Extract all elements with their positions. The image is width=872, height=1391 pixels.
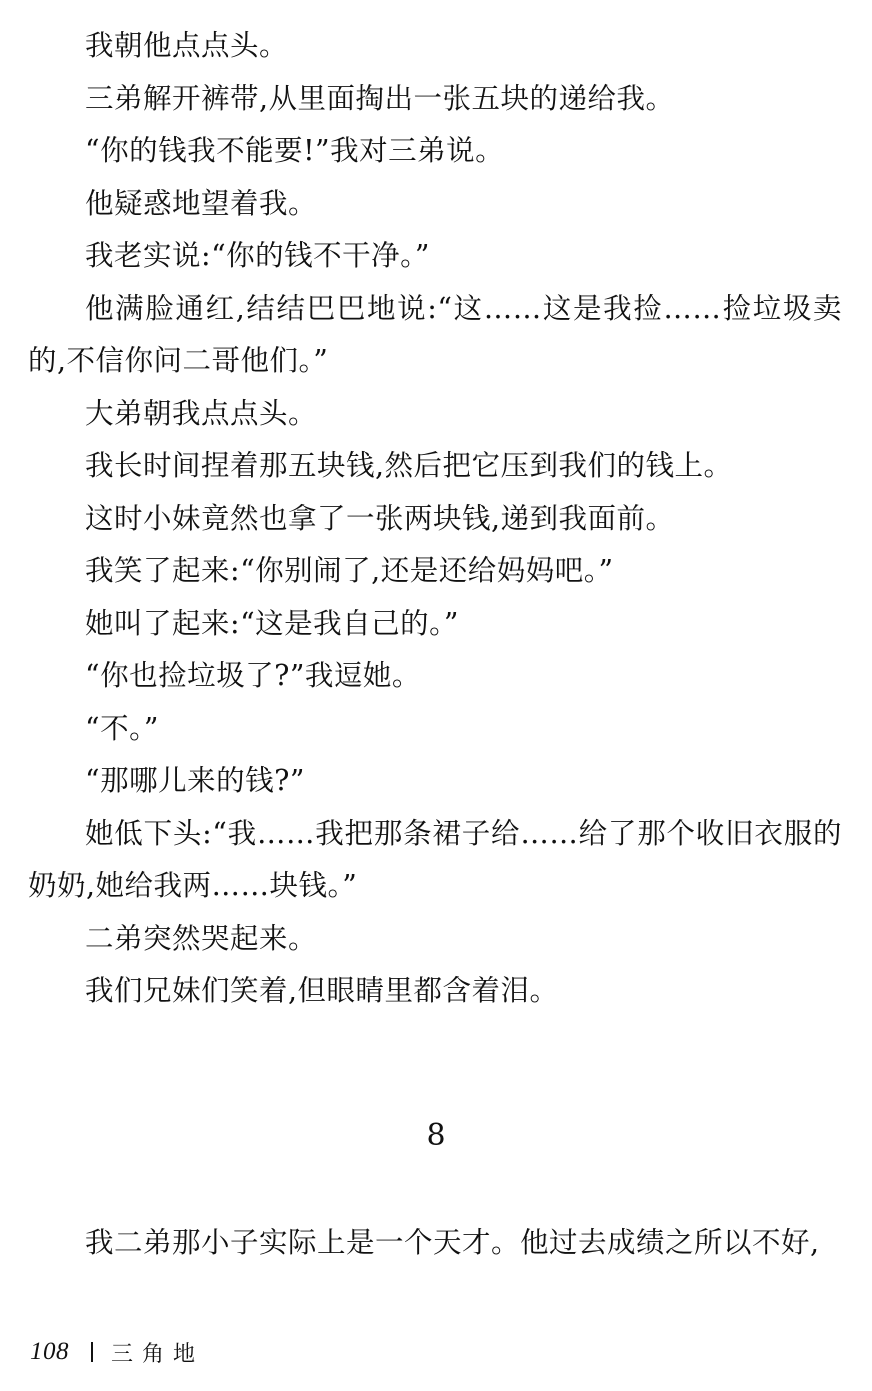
paragraph: 大弟朝我点点头。 (85, 396, 318, 430)
body-text (28, 20, 842, 1018)
paragraph: 我老实说:“你的钱不干净。” (85, 239, 430, 272)
paragraph: 他疑惑地望着我。 (85, 186, 318, 220)
page-footer (30, 1332, 204, 1372)
paragraph: “不。” (85, 711, 159, 745)
paragraph: 二弟突然哭起来。 (85, 921, 318, 955)
page-number: 108 (30, 1338, 69, 1365)
paragraph: 我朝他点点头。 (85, 29, 289, 62)
footer-divider (91, 1342, 93, 1362)
paragraph: “你也捡垃圾了?”我逗她。 (85, 659, 421, 692)
paragraph: 他满脸通红,结结巴巴地说:“这……这是我捡……捡垃圾卖的,不信你问二哥他们。” (28, 291, 842, 377)
paragraph: 我长时间捏着那五块钱,然后把它压到我们的钱上。 (85, 449, 733, 482)
paragraph: 我们兄妹们笑着,但眼睛里都含着泪。 (85, 974, 559, 1007)
paragraph: “你的钱我不能要!”我对三弟说。 (85, 134, 505, 167)
paragraph: 这时小妹竟然也拿了一张两块钱,递到我面前。 (85, 501, 675, 535)
paragraph: 三弟解开裤带,从里面掏出一张五块的递给我。 (85, 81, 675, 115)
paragraph: 我二弟那小子实际上是一个天才。他过去成绩之所以不好, (85, 1226, 820, 1259)
book-title: 三角地 (111, 1341, 205, 1367)
paragraph: 她叫了起来:“这是我自己的。” (85, 606, 459, 640)
paragraph: 我笑了起来:“你别闹了,还是还给妈妈吧。” (85, 554, 614, 587)
section-number: 8 (426, 1118, 446, 1153)
paragraph: 她低下头:“我……我把那条裙子给……给了那个收旧衣服的奶奶,她给我两……块钱。” (28, 816, 842, 902)
paragraph: “那哪儿来的钱?” (85, 764, 305, 797)
section-body (28, 1217, 842, 1270)
